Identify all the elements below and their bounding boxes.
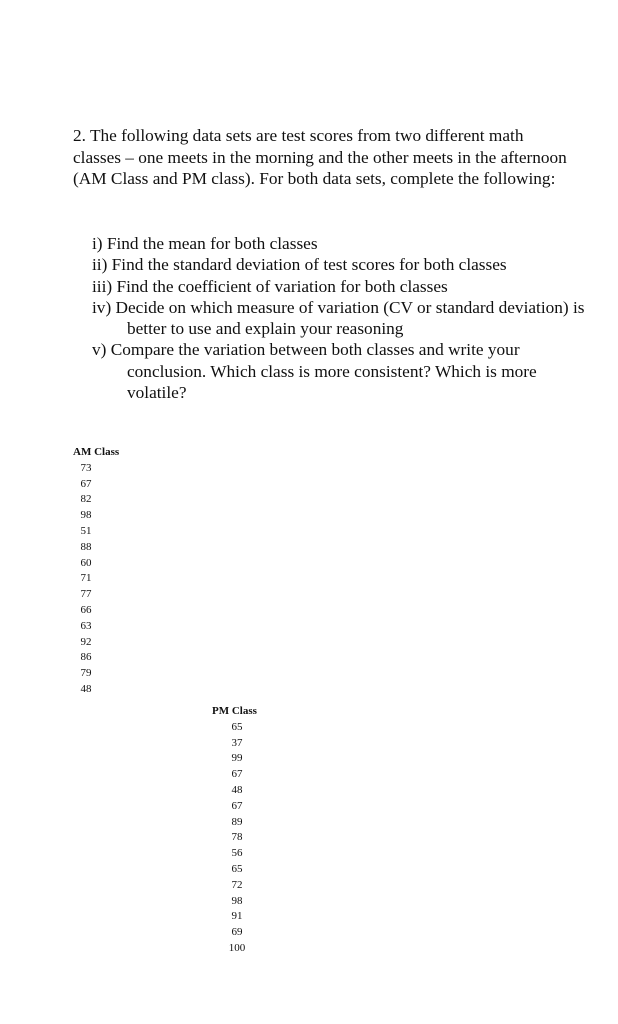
pm-score: 89 bbox=[231, 815, 243, 828]
pm-score: 65 bbox=[231, 862, 243, 875]
am-score: 60 bbox=[80, 556, 92, 569]
pm-score: 67 bbox=[231, 768, 243, 781]
am-score: 48 bbox=[80, 682, 92, 695]
am-class-table bbox=[73, 445, 129, 698]
task-item: i) Find the mean for both classes bbox=[92, 234, 318, 253]
task-item: iv) Decide on which measure of variation (CV or standard deviation) is better to use and explain your reasoning bbox=[92, 297, 585, 339]
am-score: 66 bbox=[80, 603, 92, 616]
pm-score: 91 bbox=[231, 910, 243, 923]
task-list bbox=[92, 233, 592, 403]
am-score: 77 bbox=[80, 588, 92, 601]
am-score: 86 bbox=[80, 651, 92, 664]
pm-class-values bbox=[212, 720, 262, 957]
am-score: 88 bbox=[80, 540, 92, 553]
am-class-values bbox=[73, 461, 99, 698]
pm-score: 37 bbox=[231, 736, 243, 749]
pm-score: 100 bbox=[228, 941, 246, 954]
question-block bbox=[73, 125, 573, 190]
pm-score: 72 bbox=[231, 878, 243, 891]
task-item: v) Compare the variation between both classes and write your conclusion. Which class is more consistent? Which is more volatile? bbox=[92, 340, 537, 403]
pm-score: 99 bbox=[231, 752, 243, 765]
pm-class-table bbox=[212, 704, 268, 957]
question-text: 2. The following data sets are test scores from two different math classes – one meets in the morning and the other meets in the afternoon (AM Class and PM class). For both data sets, complete the following: bbox=[73, 126, 567, 189]
am-score: 63 bbox=[80, 619, 92, 632]
pm-score: 67 bbox=[231, 799, 243, 812]
am-score: 51 bbox=[80, 524, 92, 537]
pm-class-title: PM Class bbox=[212, 705, 257, 717]
pm-score: 65 bbox=[231, 720, 243, 733]
am-score: 98 bbox=[80, 509, 92, 522]
am-score: 67 bbox=[80, 477, 92, 490]
am-score: 79 bbox=[80, 667, 92, 680]
pm-score: 78 bbox=[231, 831, 243, 844]
task-item: iii) Find the coefficient of variation for both classes bbox=[92, 276, 448, 296]
am-class-title: AM Class bbox=[73, 446, 120, 458]
pm-score: 56 bbox=[231, 847, 243, 860]
task-item: ii) Find the standard deviation of test scores for both classes bbox=[92, 255, 507, 275]
am-score: 73 bbox=[80, 461, 92, 474]
am-score: 71 bbox=[80, 572, 92, 585]
am-score: 92 bbox=[80, 635, 92, 648]
pm-score: 98 bbox=[231, 894, 243, 907]
pm-score: 69 bbox=[231, 926, 243, 939]
am-score: 82 bbox=[80, 493, 92, 506]
pm-score: 48 bbox=[231, 783, 243, 796]
